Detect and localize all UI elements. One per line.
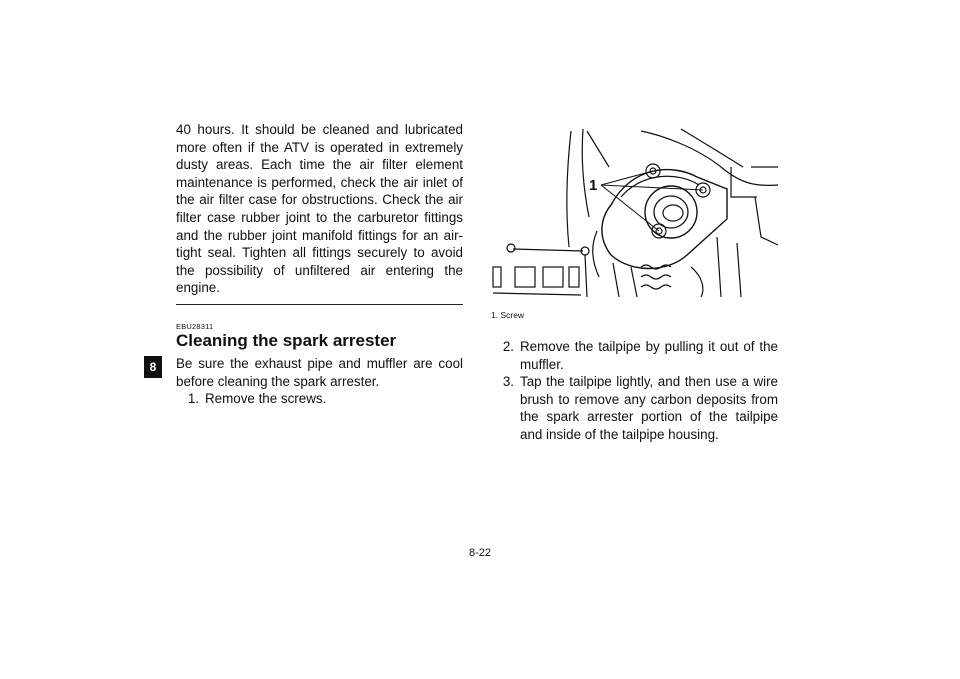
figure-caption: 1. Screw: [491, 310, 525, 320]
exhaust-illustration: [491, 127, 778, 297]
section-heading: Cleaning the spark arrester: [176, 330, 397, 350]
right-column: [491, 338, 778, 444]
step-2: [491, 338, 778, 373]
exhaust-diagram: [491, 127, 778, 297]
step-3: [491, 373, 778, 443]
left-column: [176, 121, 463, 408]
section-paragraph: Be sure the exhaust pipe and muffler are cool before cleaning the spark arrester.: [176, 355, 463, 389]
step-3-number: 3.: [502, 374, 514, 390]
intro-paragraph: 40 hours. It should be cleaned and lubricated more often if the ATV is operated in extremely dusty areas. Each time the air filter element maintenance is performed, check the air inlet of the air filter case for obstructions. Check the air filter case rubber joint to the carburetor fittings and the rubber joint manifold fittings for an air-tight seal. Tighten all fittings securely to avoid the possibility of unfiltered air entering the engine.: [176, 122, 463, 296]
step-2-text: Remove the tailpipe by pulling it out of the muffler.: [520, 339, 778, 372]
section-divider: [176, 304, 463, 305]
page-number: 8-22: [468, 547, 492, 559]
step-1: [176, 390, 463, 408]
section-code: EBU28311: [176, 321, 214, 331]
step-3-text: Tap the tailpipe lightly, and then use a wire brush to remove any carbon deposits from the spark arrester portion of the tailpipe and inside of the tailpipe housing.: [520, 374, 778, 442]
step-2-number: 2.: [502, 339, 514, 354]
step-1-number: 1.: [187, 391, 199, 407]
callout-number: 1: [589, 177, 598, 194]
step-1-text: Remove the screws.: [205, 391, 327, 407]
chapter-tab: 8: [144, 356, 162, 378]
